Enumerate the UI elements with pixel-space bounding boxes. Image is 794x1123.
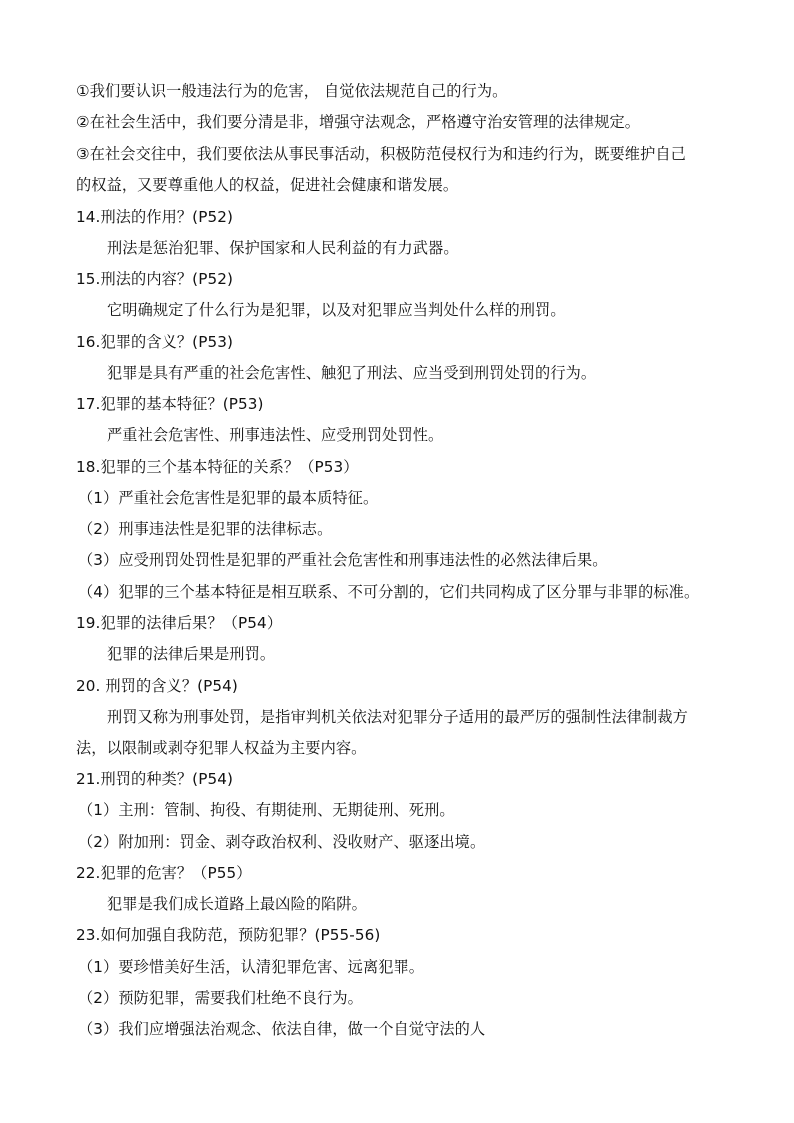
answer-text: 犯罪的法律后果是刑罚。 [107, 645, 276, 663]
question-heading: 15.刑法的内容？(P52) [76, 270, 234, 288]
text-line: 的权益，又要尊重他人的权益，促进社会健康和谐发展。 [76, 176, 459, 194]
list-item: （3）我们应增强法治观念、依法自律，做一个自觉守法的人 [78, 1020, 486, 1038]
question-heading: 18.犯罪的三个基本特征的关系？（P53） [76, 458, 359, 476]
list-item: （1）主刑：管制、拘役、有期徒刑、无期徒刑、死刑。 [78, 801, 455, 819]
answer-text: 严重社会危害性、刑事违法性、应受刑罚处罚性。 [107, 426, 444, 444]
list-item: （2）刑事违法性是犯罪的法律标志。 [78, 520, 333, 538]
answer-text: 刑法是惩治犯罪、保护国家和人民利益的有力武器。 [107, 239, 459, 257]
list-item: （1）严重社会危害性是犯罪的最本质特征。 [78, 489, 379, 507]
list-item: （1）要珍惜美好生活，认清犯罪危害、远离犯罪。 [78, 958, 425, 976]
question-heading: 21.刑罚的种类？(P54) [76, 770, 234, 788]
answer-text: 它明确规定了什么行为是犯罪，以及对犯罪应当判处什么样的刑罚。 [107, 301, 566, 319]
list-item: （2）预防犯罪，需要我们杜绝不良行为。 [78, 989, 363, 1007]
question-heading: 17.犯罪的基本特征？(P53) [76, 395, 264, 413]
question-heading: 20. 刑罚的含义？(P54) [76, 677, 238, 695]
list-item: （2）附加刑：罚金、剥夺政治权利、没收财产、驱逐出境。 [78, 833, 486, 851]
text-line: ②在社会生活中，我们要分清是非，增强守法观念，严格遵守治安管理的法律规定。 [76, 113, 641, 131]
question-heading: 16.犯罪的含义？(P53) [76, 333, 234, 351]
question-heading: 14.刑法的作用？(P52) [76, 208, 234, 226]
text-line: ③在社会交往中，我们要依法从事民事活动，积极防范侵权行为和违约行为，既要维护自己 [76, 145, 686, 163]
list-item: （4）犯罪的三个基本特征是相互联系、不可分割的，它们共同构成了区分罪与非罪的标准。 [78, 583, 700, 601]
question-heading: 23.如何加强自我防范，预防犯罪？(P55-56) [76, 926, 381, 944]
question-heading: 22.犯罪的危害？（P55） [76, 864, 252, 882]
list-item: （3）应受刑罚处罚性是犯罪的严重社会危害性和刑事违法性的必然法律后果。 [78, 551, 608, 569]
answer-text: 犯罪是我们成长道路上最凶险的陷阱。 [107, 895, 367, 913]
text-line: ①我们要认识一般违法行为的危害， 自觉依法规范自己的行为。 [76, 82, 508, 100]
question-heading: 19.犯罪的法律后果？（P54） [76, 614, 283, 632]
text-line: 法，以限制或剥夺犯罪人权益为主要内容。 [76, 739, 367, 757]
answer-text: 刑罚又称为刑事处罚，是指审判机关依法对犯罪分子适用的最严厉的强制性法律制裁方 [107, 708, 688, 726]
answer-text: 犯罪是具有严重的社会危害性、触犯了刑法、应当受到刑罚处罚的行为。 [107, 364, 597, 382]
